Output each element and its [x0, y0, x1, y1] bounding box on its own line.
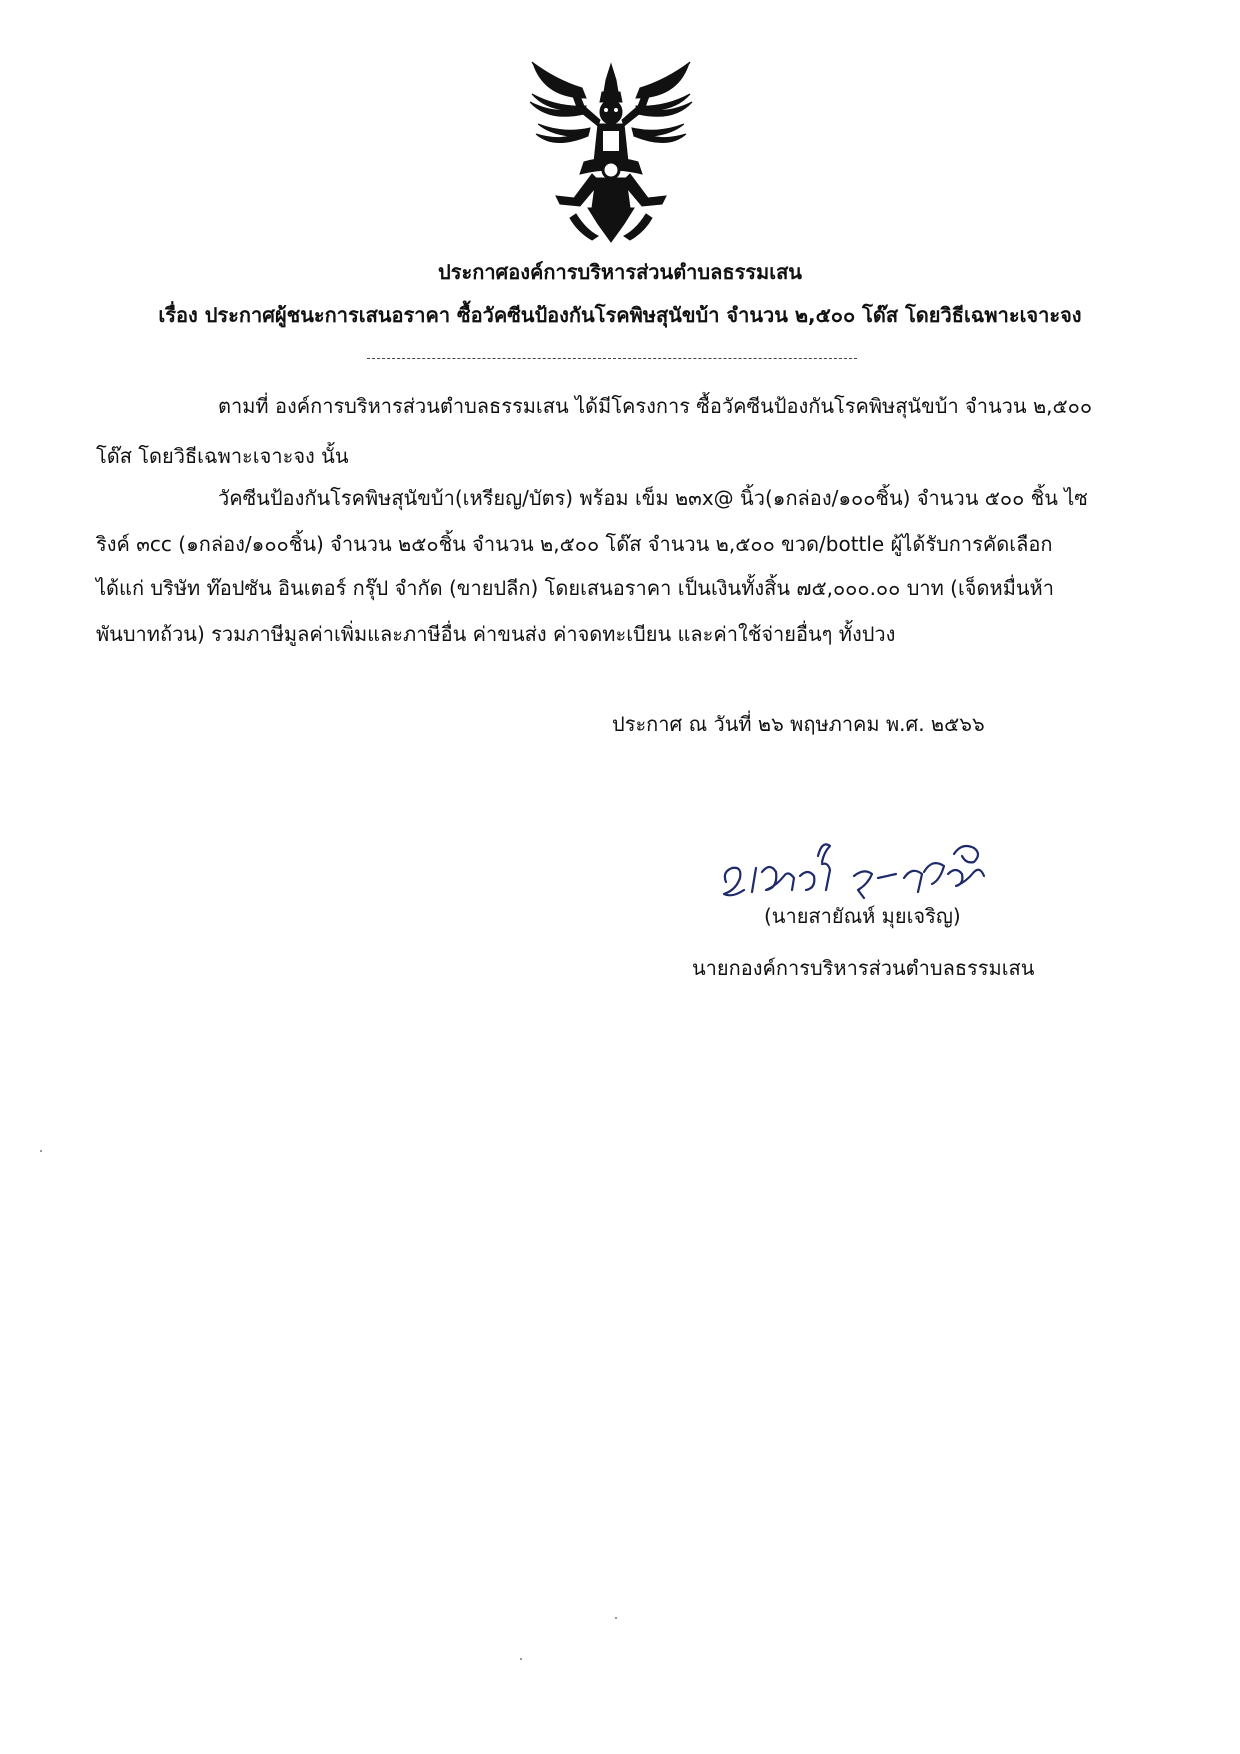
paragraph-2-line-4: พันบาทถ้วน) รวมภาษีมูลค่าเพิ่มและภาษีอื่น ค่าขนส่ง ค่าจดทะเบียน และค่าใช้จ่ายอื่นๆ ทั้งปวง	[96, 622, 896, 646]
announcement-date: ประกาศ ณ วันที่ ๒๖ พฤษภาคม พ.ศ. ๒๕๖๖	[612, 712, 985, 736]
announcement-heading: ประกาศองค์การบริหารส่วนตำบลธรรมเสน	[438, 260, 802, 284]
garuda-emblem-icon	[526, 58, 696, 246]
announcement-subject: เรื่อง ประกาศผู้ชนะการเสนอราคา ซื้อวัคซีนป้องกันโรคพิษสุนัขบ้า จำนวน ๒,๕๐๐ โด๊ส โดยวิธีเฉพาะเจาะจง	[158, 303, 1082, 327]
paragraph-2-line-1: วัคซีนป้องกันโรคพิษสุนัขบ้า(เหรียญ/บัตร) พร้อม เข็ม ๒๓x@ นิ้ว(๑กล่อง/๑๐๐ชิ้น) จำนวน ๕๐๐ ชิ้น ไซ	[218, 486, 1088, 510]
signer-position: นายกองค์การบริหารส่วนตำบลธรรมเสน	[692, 956, 1035, 980]
paragraph-1-line-1: ตามที่ องค์การบริหารส่วนตำบลธรรมเสน ได้มีโครงการ ซื้อวัคซีนป้องกันโรคพิษสุนัขบ้า จำนวน ๒,๕๐๐	[218, 394, 1093, 418]
signer-name: (นายสายัณห์ มุยเจริญ)	[764, 904, 961, 928]
scan-speck	[615, 1617, 617, 1619]
heading-divider	[367, 358, 857, 359]
scan-speck	[520, 1658, 522, 1660]
scan-speck	[40, 1150, 42, 1152]
handwritten-signature	[718, 832, 1008, 912]
paragraph-2-line-3: ได้แก่ บริษัท ท๊อปซัน อินเตอร์ กรุ๊ป จำกัด (ขายปลีก) โดยเสนอราคา เป็นเงินทั้งสิ้น ๗๕,๐๐๐.๐๐ บาท (เจ็ดหมื่นห้า	[96, 576, 1054, 600]
paragraph-1-line-2: โด๊ส โดยวิธีเฉพาะเจาะจง นั้น	[96, 444, 349, 468]
paragraph-2-line-2: ริงค์ ๓cc (๑กล่อง/๑๐๐ชิ้น) จำนวน ๒๕๐ชิ้น จำนวน ๒,๕๐๐ โด๊ส จำนวน ๒,๕๐๐ ขวด/bottle ผู้ได้รับการคัดเลือก	[96, 532, 1053, 556]
